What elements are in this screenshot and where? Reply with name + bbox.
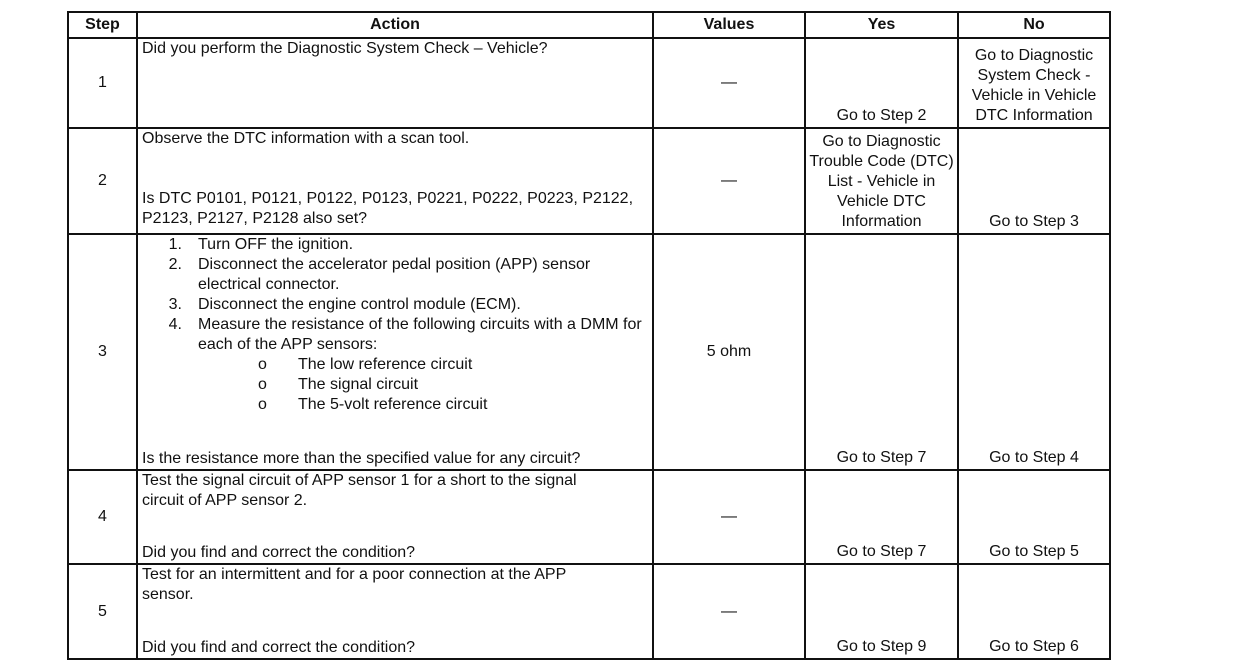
step-number: 1 [68, 38, 137, 128]
action-cell [137, 564, 653, 659]
step-number: 2 [68, 128, 137, 234]
sub-bullet [142, 375, 648, 395]
yes-cell: Go to Step 7 [805, 470, 958, 564]
table-row [68, 564, 1110, 659]
diagnostic-table [67, 11, 1111, 660]
yes-cell: Go to Step 2 [805, 38, 958, 128]
table-row [68, 128, 1110, 234]
no-cell: Go to Step 6 [958, 564, 1110, 659]
action-question: Is the resistance more than the specified value for any circuit? [142, 450, 581, 467]
action-cell [137, 470, 653, 564]
table-row [68, 234, 1110, 470]
action-text: Did you perform the Diagnostic System Check – Vehicle? [142, 40, 548, 57]
step-text: Disconnect the engine control module (ECM). [198, 296, 521, 313]
action-question: Did you find and correct the condition? [142, 544, 416, 561]
sub-bullet [142, 355, 648, 375]
value-cell: — [653, 38, 805, 128]
yes-cell: Go to Step 9 [805, 564, 958, 659]
value-cell: 5 ohm [653, 234, 805, 470]
sub-text: The signal circuit [298, 376, 419, 393]
sub-bullet [142, 395, 648, 415]
action-text: Test the signal circuit of APP sensor 1 for a short to the signal circuit of APP sensor 2. [142, 472, 577, 509]
table-row [68, 38, 1110, 128]
action-question: Is DTC P0101, P0121, P0122, P0123, P0221, P0222, P0223, P2122, P2123, P2127, P2128 also set? [142, 190, 634, 227]
header-values: Values [653, 12, 805, 38]
procedure-step [142, 235, 648, 255]
step-number: 3 [68, 234, 137, 470]
header-yes: Yes [805, 12, 958, 38]
procedure-step [142, 315, 648, 355]
no-cell: Go to Step 4 [958, 234, 1110, 470]
value-cell: — [653, 470, 805, 564]
sub-text: The low reference circuit [298, 356, 473, 373]
yes-cell: Go to Diagnostic Trouble Code (DTC) List - Vehicle in Vehicle DTC Information [805, 128, 958, 234]
no-cell: Go to Diagnostic System Check - Vehicle in Vehicle DTC Information [958, 38, 1110, 128]
step-num: 4. [168, 316, 182, 333]
value-cell: — [653, 564, 805, 659]
procedure-step [142, 295, 648, 315]
step-num: 2. [168, 256, 182, 273]
action-text: Test for an intermittent and for a poor connection at the APP sensor. [142, 566, 566, 603]
action-text: Observe the DTC information with a scan tool. [142, 130, 470, 147]
step-text: Turn OFF the ignition. [198, 236, 354, 253]
step-text: Measure the resistance of the following circuits with a DMM for each of the APP sensors: [198, 316, 642, 353]
step-number: 4 [68, 470, 137, 564]
value-cell: — [653, 128, 805, 234]
procedure-step [142, 255, 648, 295]
bullet-icon: o [258, 376, 267, 393]
action-cell [137, 38, 653, 128]
step-text: Disconnect the accelerator pedal position (APP) sensor electrical connector. [198, 256, 591, 293]
step-num: 3. [168, 296, 182, 313]
no-cell: Go to Step 5 [958, 470, 1110, 564]
header-step: Step [68, 12, 137, 38]
action-question: Did you find and correct the condition? [142, 639, 416, 656]
no-cell: Go to Step 3 [958, 128, 1110, 234]
bullet-icon: o [258, 356, 267, 373]
step-num: 1. [168, 236, 182, 253]
sub-text: The 5-volt reference circuit [298, 396, 488, 413]
bullet-icon: o [258, 396, 267, 413]
header-action: Action [137, 12, 653, 38]
action-cell [137, 128, 653, 234]
step-number: 5 [68, 564, 137, 659]
yes-cell: Go to Step 7 [805, 234, 958, 470]
header-row [68, 12, 1110, 38]
procedure-list [142, 235, 648, 415]
table-row [68, 470, 1110, 564]
action-cell [137, 234, 653, 470]
header-no: No [958, 12, 1110, 38]
